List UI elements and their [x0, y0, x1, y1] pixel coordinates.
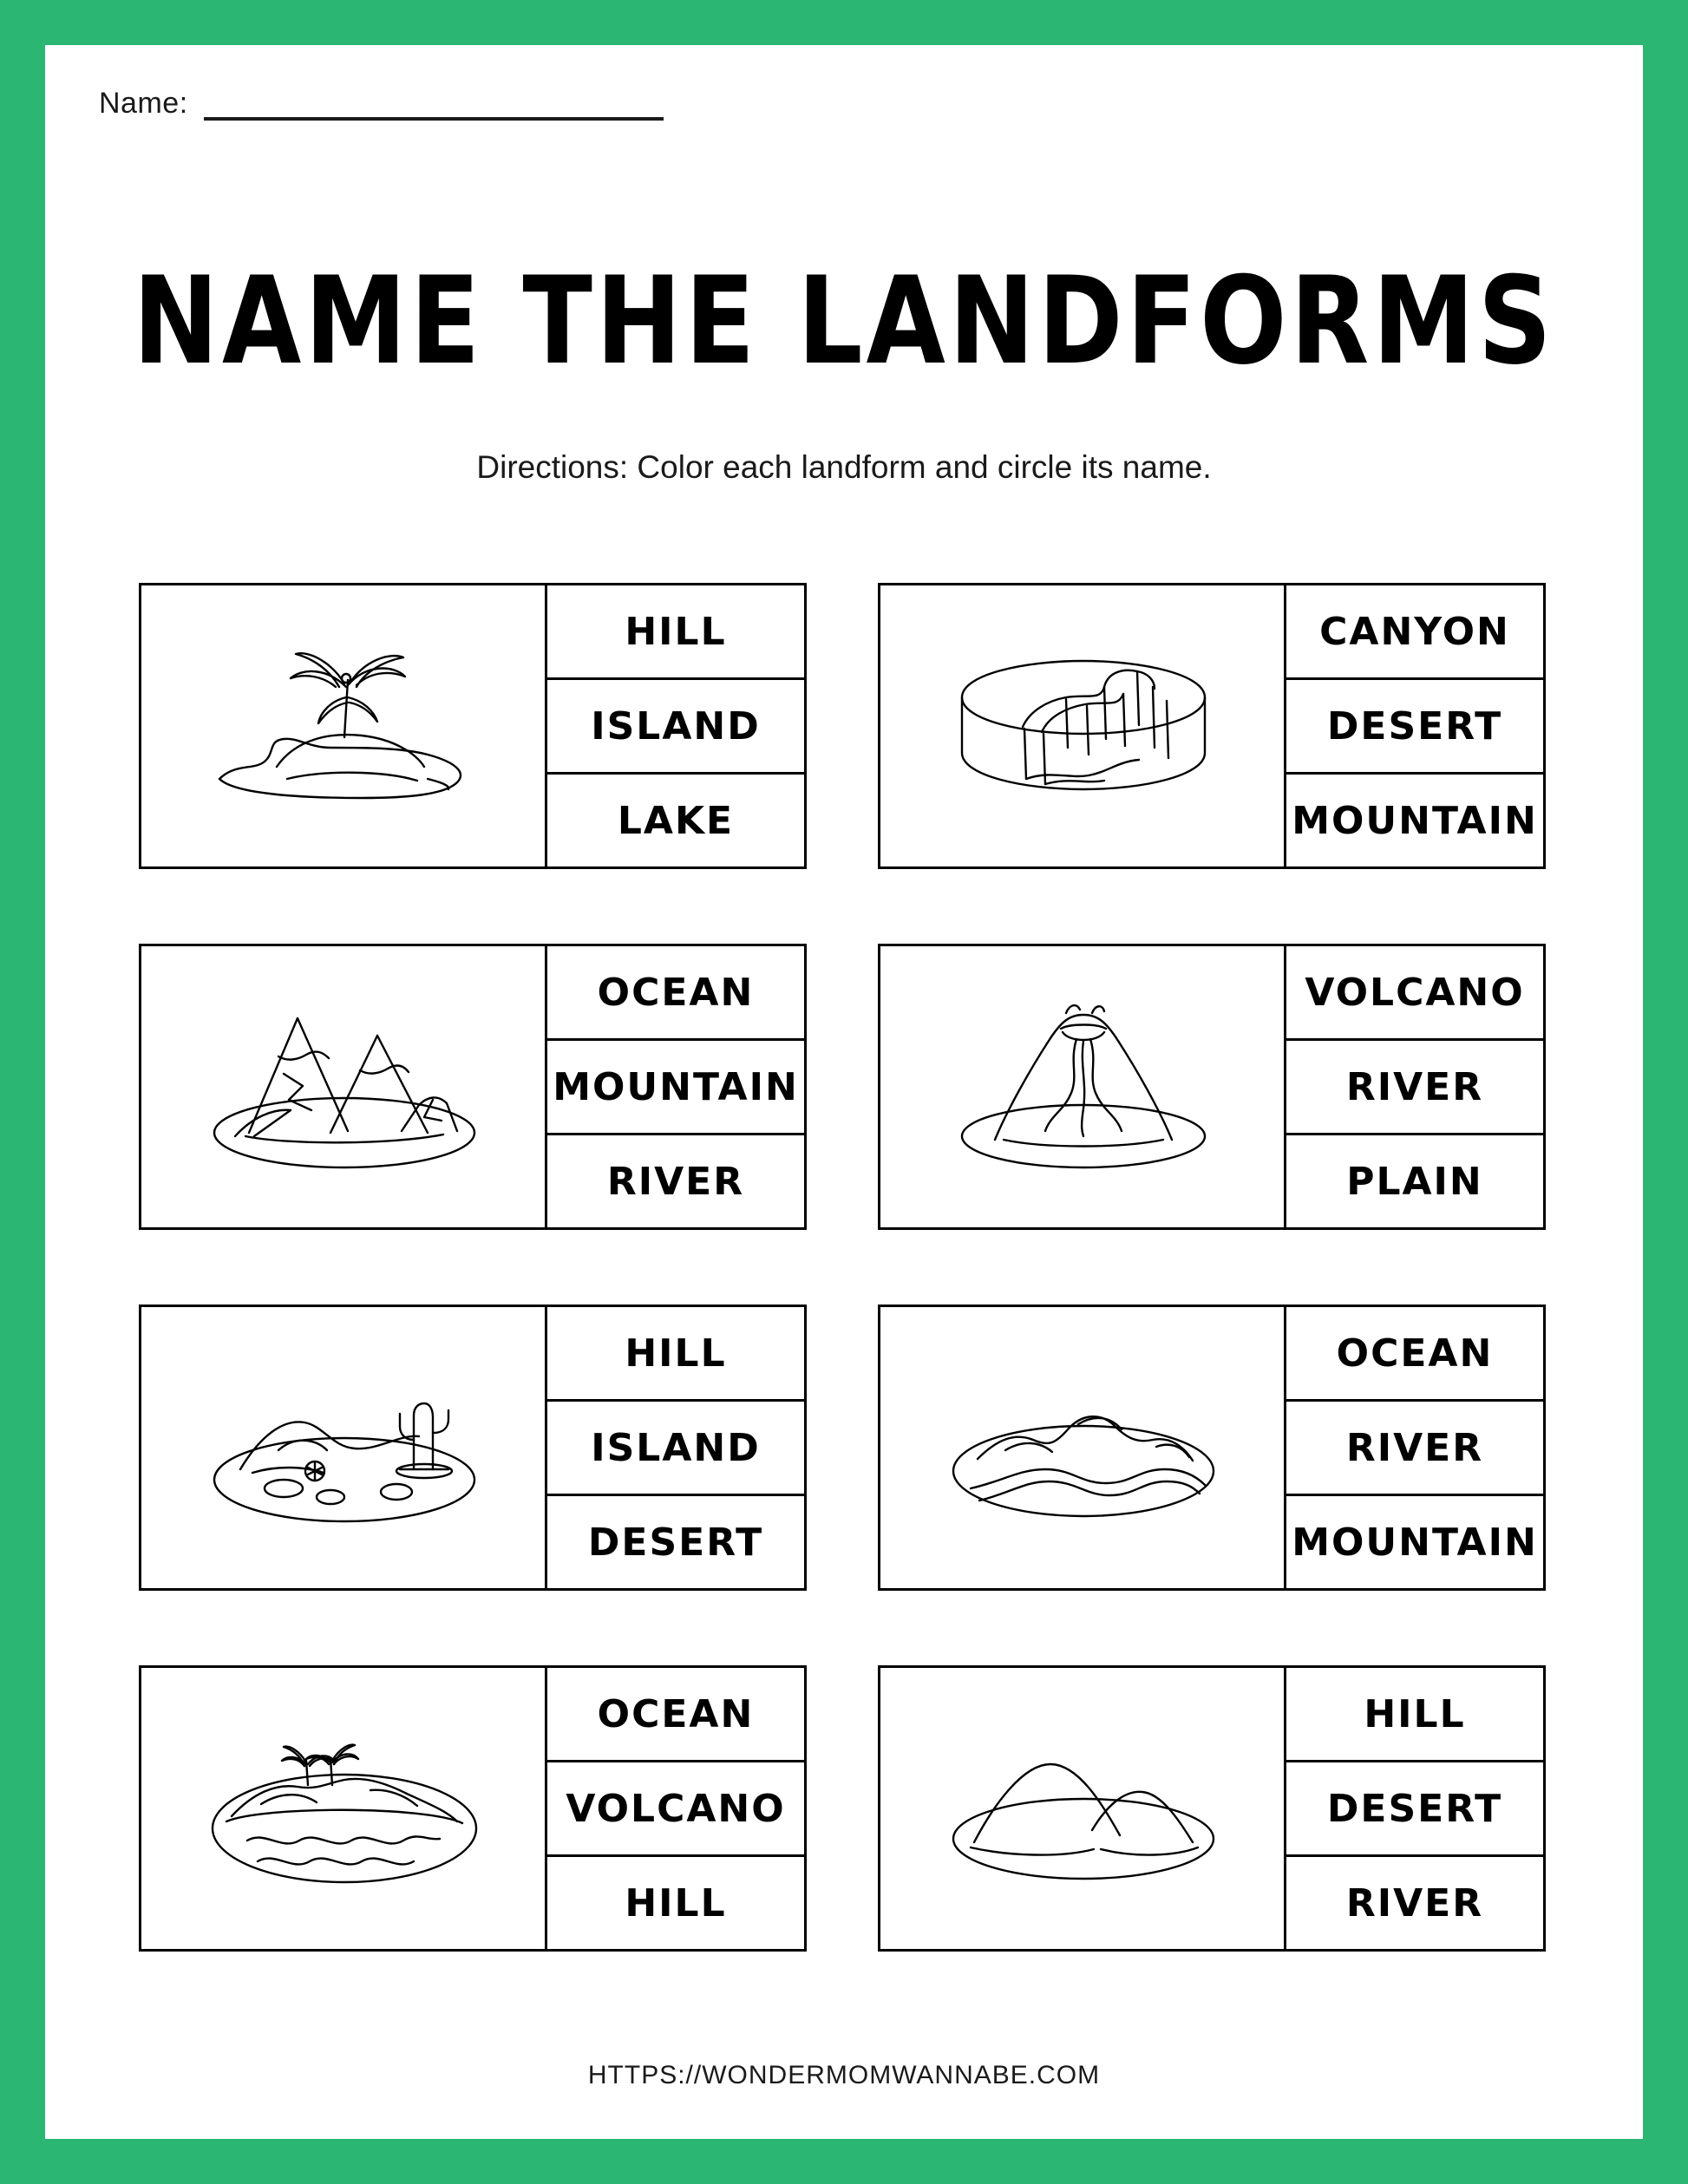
choice-option[interactable]: CANYON [1286, 585, 1543, 680]
choice-option[interactable]: HILL [1286, 1668, 1543, 1762]
question-card [878, 1665, 1546, 1952]
choice-option[interactable]: ISLAND [547, 1402, 804, 1496]
directions-text: Directions: Color each landform and circle its name. [476, 449, 1212, 485]
choice-list [1286, 946, 1543, 1227]
choice-option[interactable]: MOUNTAIN [1292, 798, 1538, 843]
question-card [878, 583, 1546, 869]
choice-option[interactable]: DESERT [1286, 680, 1543, 775]
name-input-blank[interactable] [204, 88, 664, 121]
question-card [139, 1665, 807, 1952]
choice-option[interactable]: RIVER [1286, 1041, 1543, 1135]
choice-option[interactable]: LAKE [617, 798, 735, 843]
choice-option[interactable]: OCEAN [547, 946, 804, 1041]
choice-list [1286, 1668, 1543, 1949]
question-card [139, 944, 807, 1230]
question-card [139, 583, 807, 869]
choice-option[interactable]: HILL [547, 1307, 804, 1402]
choice-option[interactable]: OCEAN [547, 1668, 804, 1762]
choice-list [547, 1307, 804, 1588]
choice-option[interactable]: ISLAND [547, 680, 804, 775]
choice-option[interactable]: DESERT [1286, 1762, 1543, 1857]
questions-grid [139, 583, 1546, 1952]
choice-list [547, 1668, 804, 1949]
choice-option[interactable]: RIVER [1286, 1402, 1543, 1496]
choice-option[interactable]: PLAIN [1346, 1159, 1483, 1204]
canyon-with-river-illustration [880, 585, 1286, 866]
choice-option[interactable]: VOLCANO [1286, 946, 1543, 1041]
choice-option[interactable]: HILL [625, 1880, 727, 1926]
choice-option[interactable]: RIVER [1345, 1880, 1484, 1926]
choice-option[interactable]: VOLCANO [547, 1762, 804, 1857]
ocean-with-beach-and-palms-illustration [141, 1668, 547, 1949]
question-card [878, 1305, 1546, 1591]
choice-option[interactable]: RIVER [606, 1159, 745, 1204]
choice-option[interactable]: OCEAN [1286, 1307, 1543, 1402]
choice-option[interactable]: MOUNTAIN [1292, 1520, 1538, 1565]
question-card [139, 1305, 807, 1591]
island-with-palm-tree-illustration [141, 585, 547, 866]
choice-list [1286, 585, 1543, 866]
choice-option[interactable]: MOUNTAIN [547, 1041, 804, 1135]
choice-list [1286, 1307, 1543, 1588]
page-title: NAME THE LANDFORMS [133, 250, 1555, 392]
choice-list [547, 946, 804, 1227]
choice-option[interactable]: DESERT [587, 1520, 764, 1565]
question-card [878, 944, 1546, 1230]
rolling-hills-illustration [880, 1668, 1286, 1949]
worksheet-sheet [45, 45, 1643, 2139]
choice-option[interactable]: HILL [547, 585, 804, 680]
mountain-range-illustration [141, 946, 547, 1227]
name-label: Name: [99, 87, 188, 120]
volcano-with-lava-illustration [880, 946, 1286, 1227]
name-field-row [99, 87, 664, 121]
desert-with-cactus-illustration [141, 1307, 547, 1588]
river-through-hills-illustration [880, 1307, 1286, 1588]
footer-url: HTTPS://WONDERMOMWANNABE.COM [587, 2061, 1101, 2089]
choice-list [547, 585, 804, 866]
